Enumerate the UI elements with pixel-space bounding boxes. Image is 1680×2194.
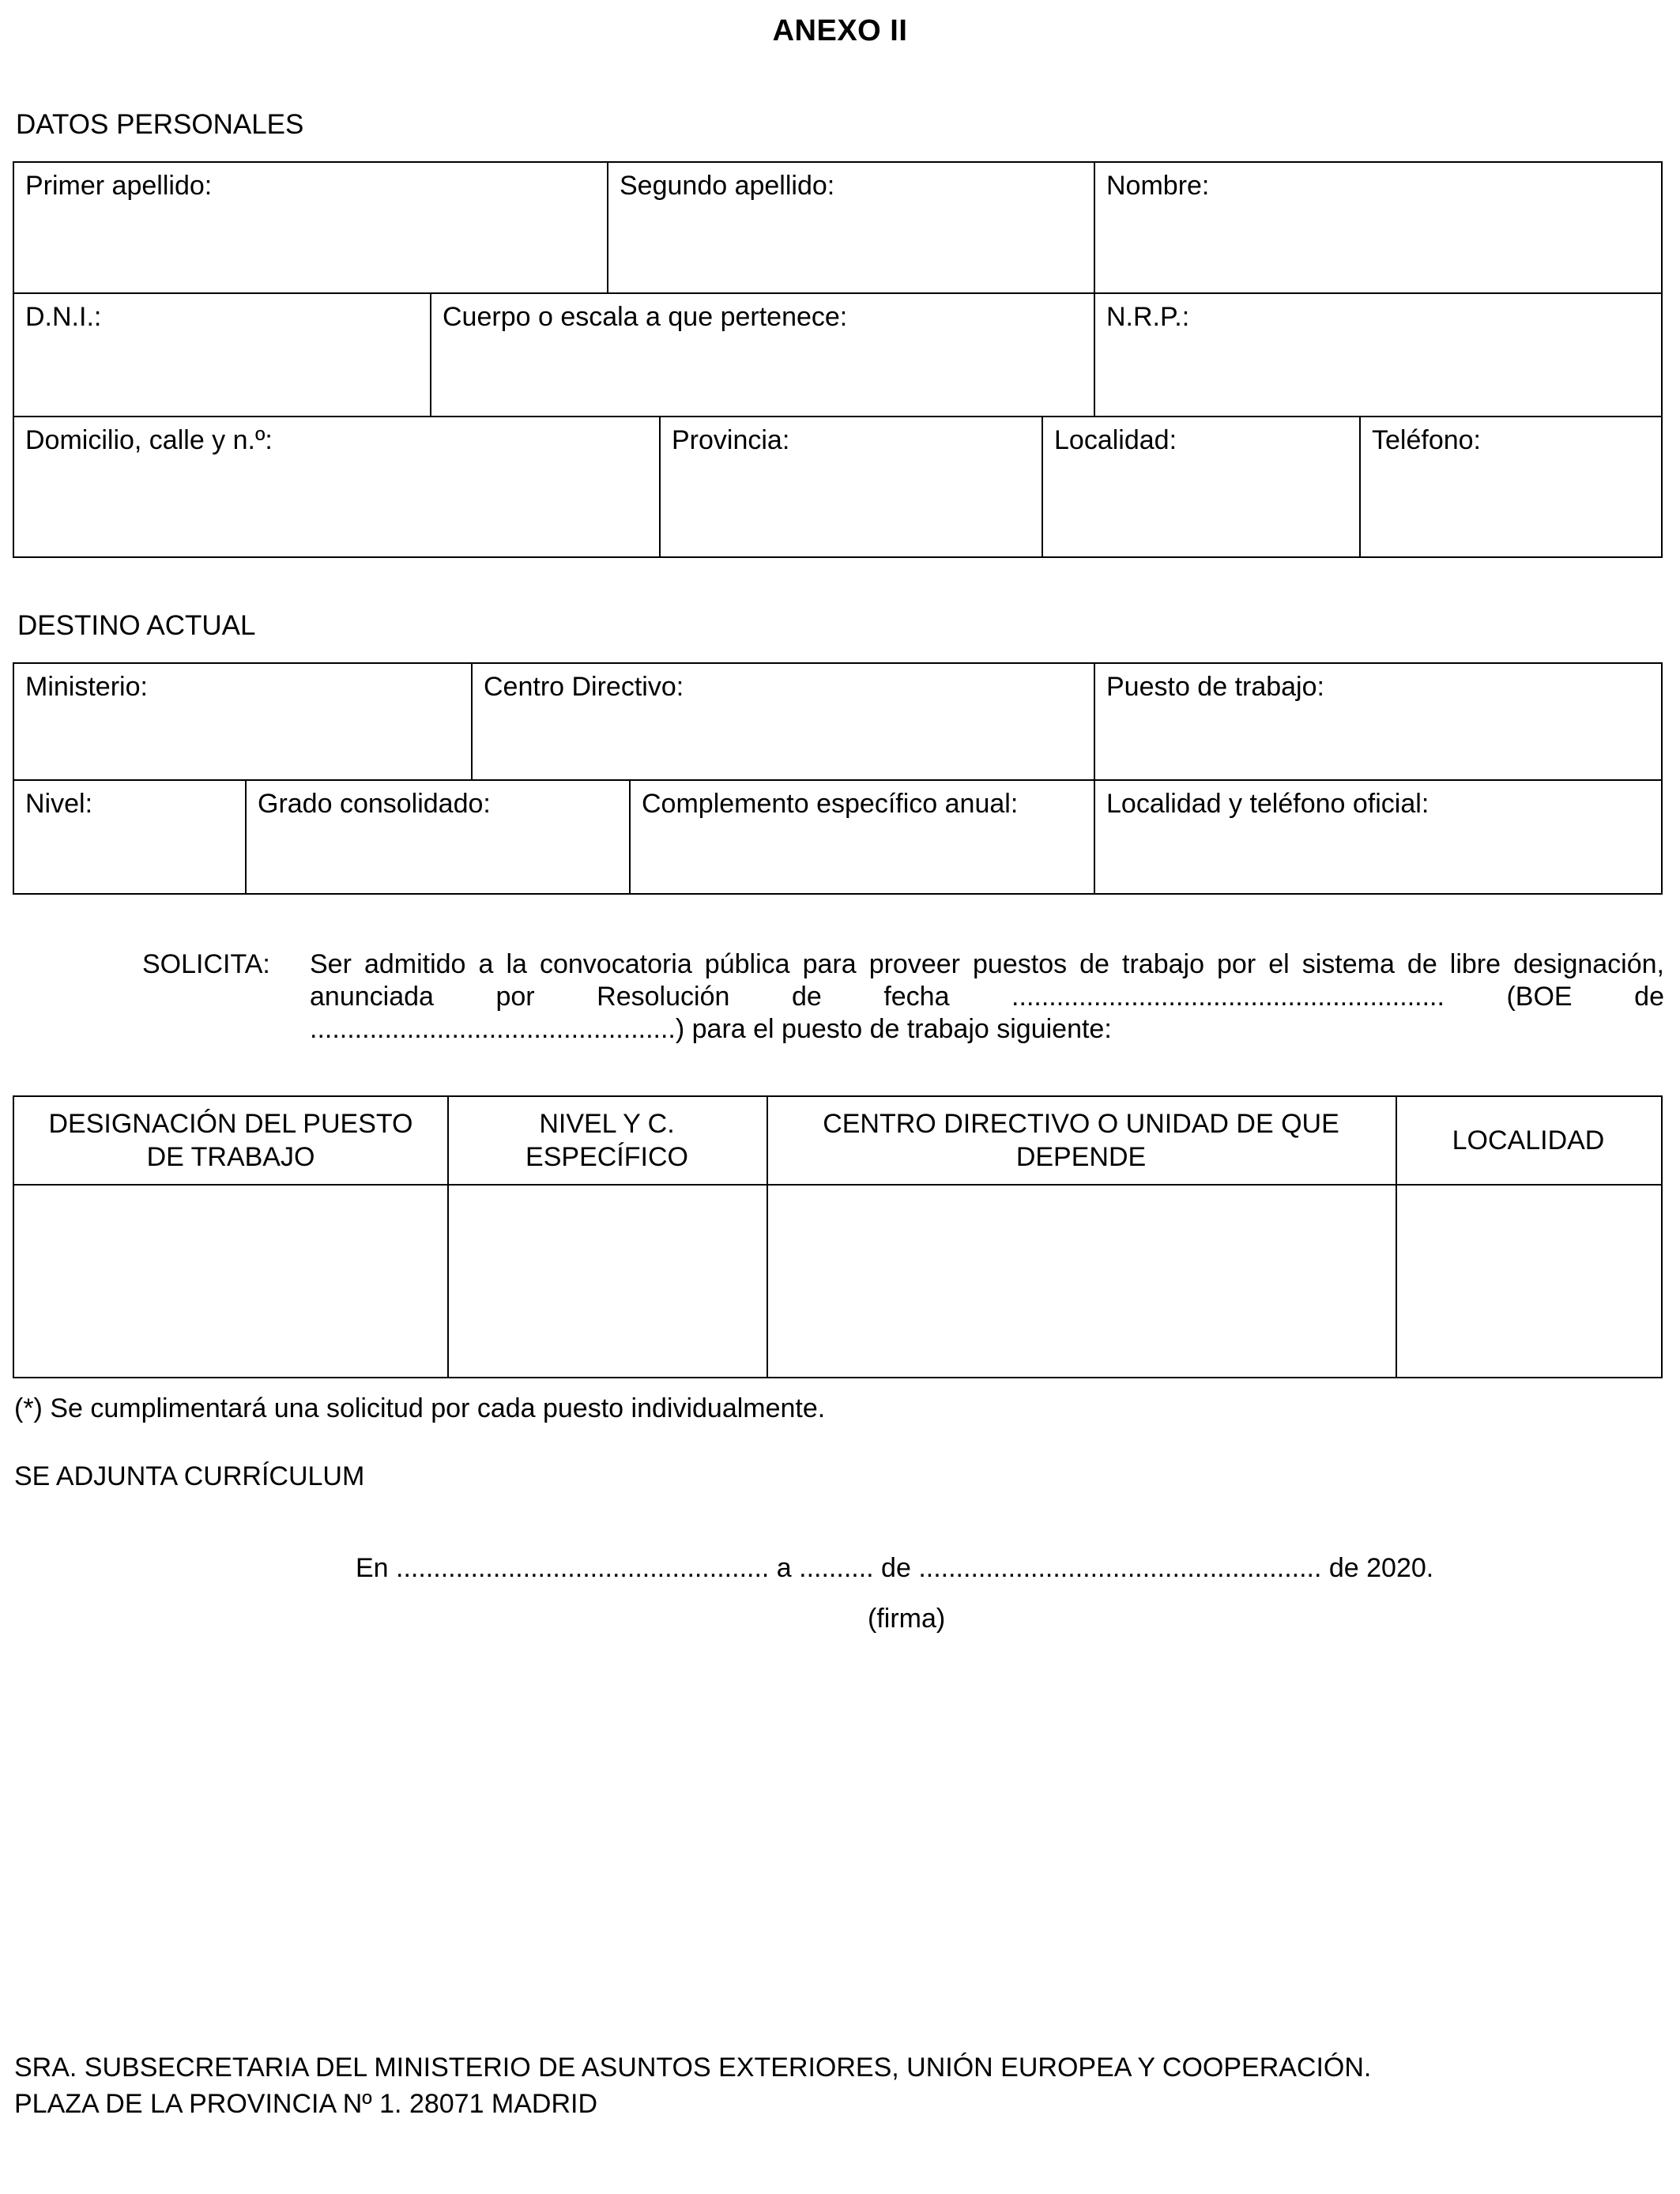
solicita-line-3: .................................................) para el puesto de trabajo siguiente: <box>310 1013 1112 1044</box>
lugar-fecha-line[interactable]: En .................................................. a .......... de ...................................................... de 2020. <box>356 1553 1434 1583</box>
header-nivel-especifico: NIVEL Y C. ESPECÍFICO <box>525 1108 688 1172</box>
destinatario-line-1: SRA. SUBSECRETARIA DEL MINISTERIO DE ASUNTOS EXTERIORES, UNIÓN EUROPEA Y COOPERACIÓN. <box>14 2053 1372 2083</box>
solicita-text <box>310 948 1664 1045</box>
destino-actual-heading: DESTINO ACTUAL <box>17 610 256 641</box>
entry-localidad[interactable] <box>1397 1186 1661 1377</box>
entry-centro-directivo[interactable] <box>768 1186 1396 1377</box>
field-grado-consolidado[interactable]: Grado consolidado: <box>245 781 631 893</box>
destinatario-line-2: PLAZA DE LA PROVINCIA Nº 1. 28071 MADRID <box>14 2089 598 2119</box>
header-designacion: DESIGNACIÓN DEL PUESTO DE TRABAJO <box>48 1108 413 1172</box>
entry-designacion[interactable] <box>14 1186 447 1377</box>
se-adjunta-curriculum: SE ADJUNTA CURRÍCULUM <box>14 1461 365 1491</box>
datos-personales-table <box>13 161 1663 558</box>
header-localidad: LOCALIDAD <box>1452 1125 1605 1155</box>
field-localidad[interactable]: Localidad: <box>1042 417 1361 556</box>
field-primer-apellido[interactable]: Primer apellido: <box>25 171 213 201</box>
field-domicilio[interactable]: Domicilio, calle y n.º: <box>25 425 273 455</box>
solicita-line-1: Ser admitido a la convocatoria pública para proveer puestos de trabajo por el sistema de libre designación, <box>310 949 1664 979</box>
field-centro-directivo[interactable]: Centro Directivo: <box>471 664 1095 779</box>
field-nrp[interactable]: N.R.P.: <box>1094 294 1663 416</box>
firma-label: (firma) <box>868 1604 946 1634</box>
destino-actual-table <box>13 662 1663 895</box>
field-segundo-apellido[interactable]: Segundo apellido: <box>607 163 1095 292</box>
header-centro-directivo: CENTRO DIRECTIVO O UNIDAD DE QUE DEPENDE <box>823 1108 1339 1172</box>
field-puesto-trabajo[interactable]: Puesto de trabajo: <box>1094 664 1663 779</box>
document-title: ANEXO II <box>772 14 908 47</box>
entry-nivel-especifico[interactable] <box>449 1186 767 1377</box>
solicita-line-2: anunciada por Resolución de fecha .......................................................... (BOE de <box>310 981 1664 1012</box>
field-nivel[interactable]: Nivel: <box>25 789 93 819</box>
datos-personales-heading: DATOS PERSONALES <box>16 109 304 140</box>
solicita-label: SOLICITA: <box>142 949 270 979</box>
field-dni[interactable]: D.N.I.: <box>25 302 102 332</box>
field-cuerpo-escala[interactable]: Cuerpo o escala a que pertenece: <box>430 294 1095 416</box>
field-telefono[interactable]: Teléfono: <box>1359 417 1663 556</box>
footnote: (*) Se cumplimentará una solicitud por cada puesto individualmente. <box>14 1393 826 1423</box>
field-ministerio[interactable]: Ministerio: <box>25 672 148 702</box>
field-nombre[interactable]: Nombre: <box>1094 163 1663 292</box>
puestos-table <box>13 1095 1663 1378</box>
field-provincia[interactable]: Provincia: <box>659 417 1043 556</box>
field-complemento-especifico[interactable]: Complemento específico anual: <box>629 781 1095 893</box>
field-localidad-telefono-oficial[interactable]: Localidad y teléfono oficial: <box>1094 781 1663 893</box>
